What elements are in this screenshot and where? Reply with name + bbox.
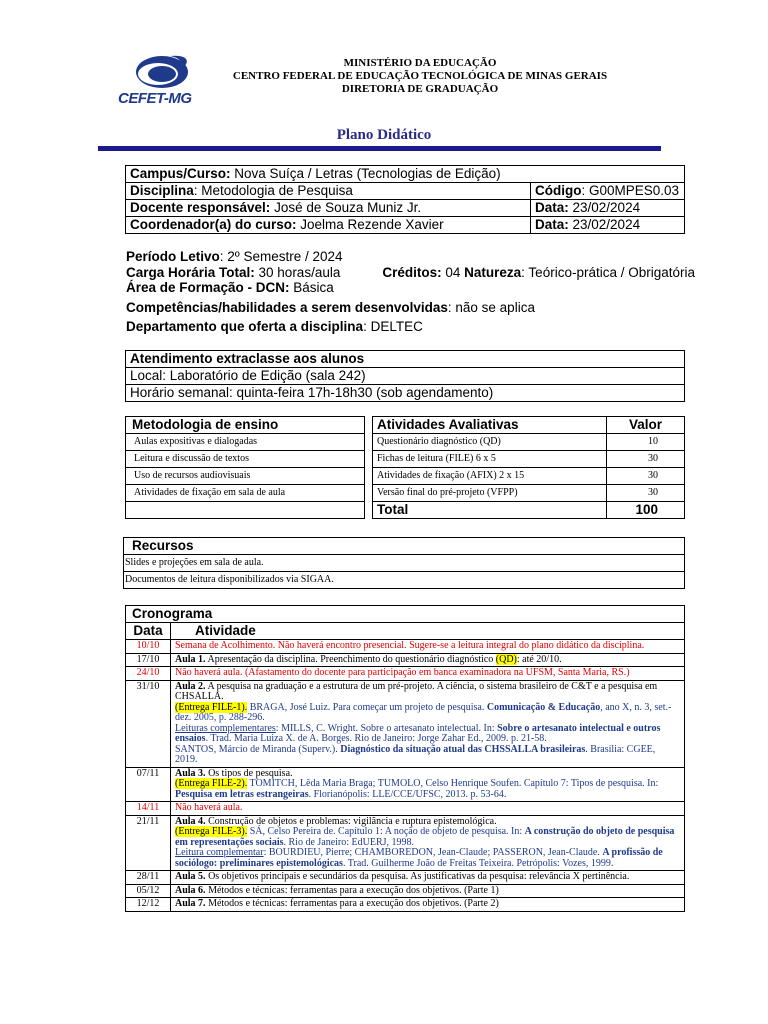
table-row	[126, 802, 685, 816]
cefet-emblem-icon	[118, 52, 198, 92]
metodologia-item: Uso de recursos audiovisuais	[126, 468, 365, 485]
table-row	[126, 653, 685, 667]
avaliativa-name: Atividades de fixação (AFIX) 2 x 15	[373, 468, 607, 485]
atendimento-table	[125, 350, 685, 402]
docente-cell: Docente responsável: José de Souza Muniz Jr.	[126, 200, 531, 217]
metodologia-item	[126, 502, 365, 519]
course-info-table	[125, 165, 685, 234]
row-activity: Aula 3. Os tipos de pesquisa. (Entrega FILE-2). TOMITCH, Lêda Maria Braga; TUMOLO, Celso Henrique Soufen. Capítulo 7: Tipos de pesquisa. In: Pesquisa em letras estrangeiras. Florianópolis: LLE/CCE/UFSC, 2013. p. 53-64.	[171, 767, 685, 802]
row-date: 17/10	[126, 653, 171, 667]
atendimento-horario: Horário semanal: quinta-feira 17h-18h30 (sob agendamento)	[126, 385, 685, 402]
row-activity: Aula 6. Métodos e técnicas: ferramentas para a execução dos objetivos. (Parte 1)	[171, 884, 685, 898]
col-atividade-heading: Atividade	[171, 623, 685, 640]
coordenador-cell: Coordenador(a) do curso: Joelma Rezende Xavier	[126, 217, 531, 234]
recursos-table	[123, 537, 685, 589]
data-cell: Data: 23/02/2024	[531, 200, 685, 217]
row-date: 31/10	[126, 680, 171, 767]
competencias-line: Competências/habilidades a serem desenvolvidas: não se aplica	[126, 299, 535, 315]
row-date: 05/12	[126, 884, 171, 898]
cronograma-table	[125, 605, 685, 912]
header-line-1: MINISTÉRIO DA EDUCAÇÃO	[343, 57, 497, 69]
carga-line: Carga Horária Total: 30 horas/aula Créditos: 04 Natureza: Teórico-prática / Obrigatória	[126, 264, 695, 280]
total-label: Total	[373, 502, 607, 519]
row-activity: Não haverá aula.	[171, 802, 685, 816]
cronograma-heading: Cronograma	[126, 606, 685, 623]
codigo-cell: Código: G00MPES0.03	[531, 183, 685, 200]
header-line-3: DIRETORIA DE GRADUAÇÃO	[341, 83, 499, 95]
data-cell: Data: 23/02/2024	[531, 217, 685, 234]
row-date: 14/11	[126, 802, 171, 816]
avaliativa-value: 30	[607, 451, 685, 468]
valor-heading: Valor	[607, 417, 685, 434]
col-data-heading: Data	[126, 623, 171, 640]
table-row	[126, 640, 685, 654]
metodologia-item: Leitura e discussão de textos	[126, 451, 365, 468]
avaliativa-value: 30	[607, 468, 685, 485]
table-row	[126, 767, 685, 802]
avaliativas-table	[372, 416, 685, 519]
row-activity: Aula 1. Apresentação da disciplina. Preenchimento do questionário diagnóstico (QD): até 20/10.	[171, 653, 685, 667]
row-date: 07/11	[126, 767, 171, 802]
page-title: Plano Didático	[336, 127, 432, 143]
atendimento-local: Local: Laboratório de Edição (sala 242)	[126, 368, 685, 385]
periodo-line: Período Letivo: 2º Semestre / 2024	[126, 249, 343, 264]
recurso-item: Documentos de leitura disponibilizados via SIGAA.	[124, 572, 685, 589]
avaliativa-value: 30	[607, 485, 685, 502]
row-activity: Aula 5. Os objetivos principais e secundários da pesquisa. As justificativas da pesquisa: relevância X pertinência.	[171, 871, 685, 885]
disciplina-cell: Disciplina: Metodologia de Pesquisa	[126, 183, 531, 200]
avaliativa-value: 10	[607, 434, 685, 451]
departamento-line: Departamento que oferta a disciplina: DELTEC	[126, 319, 423, 334]
row-date: 10/10	[126, 640, 171, 654]
row-activity: Não haverá aula. (Afastamento do docente para participação em banca examinadora na UFSM, Santa Maria, RS.)	[171, 667, 685, 681]
recursos-heading: Recursos	[124, 538, 685, 555]
avaliativa-name: Fichas de leitura (FILE) 6 x 5	[373, 451, 607, 468]
row-activity: Aula 4. Construção de objetos e problemas: vigilância e ruptura epistemológica. (Entrega FILE-3). SÁ, Celso Pereira de. Capítulo 1: A noção de objeto de pesquisa. In: A construção do objeto de pesquisa em representações sociais. Rio de Janeiro: EdUERJ, 1998. Leitura complementar: BOURDIEU, Pierre; CHAMBOREDON, Jean-Claude; PASSERON, Jean-Claude. A profissão de sociólogo: preliminares epistemológicas. Trad. Guilherme João de Freitas Teixeira. Petrópolis: Vozes, 1999.	[171, 815, 685, 871]
row-activity: Semana de Acolhimento. Não haverá encontro presencial. Sugere-se a leitura integral do plano didático da disciplina.	[171, 640, 685, 654]
total-value: 100	[607, 502, 685, 519]
area-line: Área de Formação - DCN: Básica	[126, 280, 334, 295]
metodologia-item: Atividades de fixação em sala de aula	[126, 485, 365, 502]
table-row	[126, 667, 685, 681]
metodologia-heading: Metodologia de ensino	[126, 417, 365, 434]
cefet-logo	[118, 52, 208, 112]
table-row	[126, 815, 685, 871]
institution-header	[210, 57, 630, 96]
table-row	[126, 884, 685, 898]
metodologia-table	[125, 416, 365, 519]
atendimento-heading: Atendimento extraclasse aos alunos	[126, 351, 685, 368]
metodologia-item: Aulas expositivas e dialogadas	[126, 434, 365, 451]
title-divider	[98, 146, 661, 151]
row-date: 12/12	[126, 898, 171, 912]
row-activity: Aula 7. Métodos e técnicas: ferramentas para a execução dos objetivos. (Parte 2)	[171, 898, 685, 912]
logo-text: CEFET-MG	[118, 90, 192, 107]
row-date: 28/11	[126, 871, 171, 885]
row-activity: Aula 2. A pesquisa na graduação e a estrutura de um pré-projeto. A ciência, o sistema brasileiro de C&T e a pesquisa em CHSALLA. (Entrega FILE-1). BRAGA, José Luiz. Para começar um projeto de pesquisa. Comunicação & Educação, ano X, n. 3, set.-dez. 2005, p. 288-296. Leituras complementares: MILLS, C. Wright. Sobre o artesanato intelectual. In: Sobre o artesanato intelectual e outros ensaios. Trad. Maria Luiza X. de A. Borges. Rio de Janeiro: Jorge Zahar Ed., 2009. p. 21-58. SANTOS, Márcio de Miranda (Superv.). Diagnóstico da situação atual das CHSSALLA brasileiras. Brasília: CGEE, 2019.	[171, 680, 685, 767]
recurso-item: Slides e projeções em sala de aula.	[124, 555, 685, 572]
avaliativa-name: Questionário diagnóstico (QD)	[373, 434, 607, 451]
table-row	[126, 871, 685, 885]
table-row	[126, 898, 685, 912]
avaliativa-name: Versão final do pré-projeto (VFPP)	[373, 485, 607, 502]
table-row	[126, 680, 685, 767]
avaliativas-heading: Atividades Avaliativas	[373, 417, 607, 434]
campus-cell: Campus/Curso: Nova Suíça / Letras (Tecnologias de Edição)	[126, 166, 685, 183]
row-date: 24/10	[126, 667, 171, 681]
course-meta	[126, 249, 695, 335]
row-date: 21/11	[126, 815, 171, 871]
header-line-2: CENTRO FEDERAL DE EDUCAÇÃO TECNOLÓGICA DE MINAS GERAIS	[232, 70, 608, 82]
